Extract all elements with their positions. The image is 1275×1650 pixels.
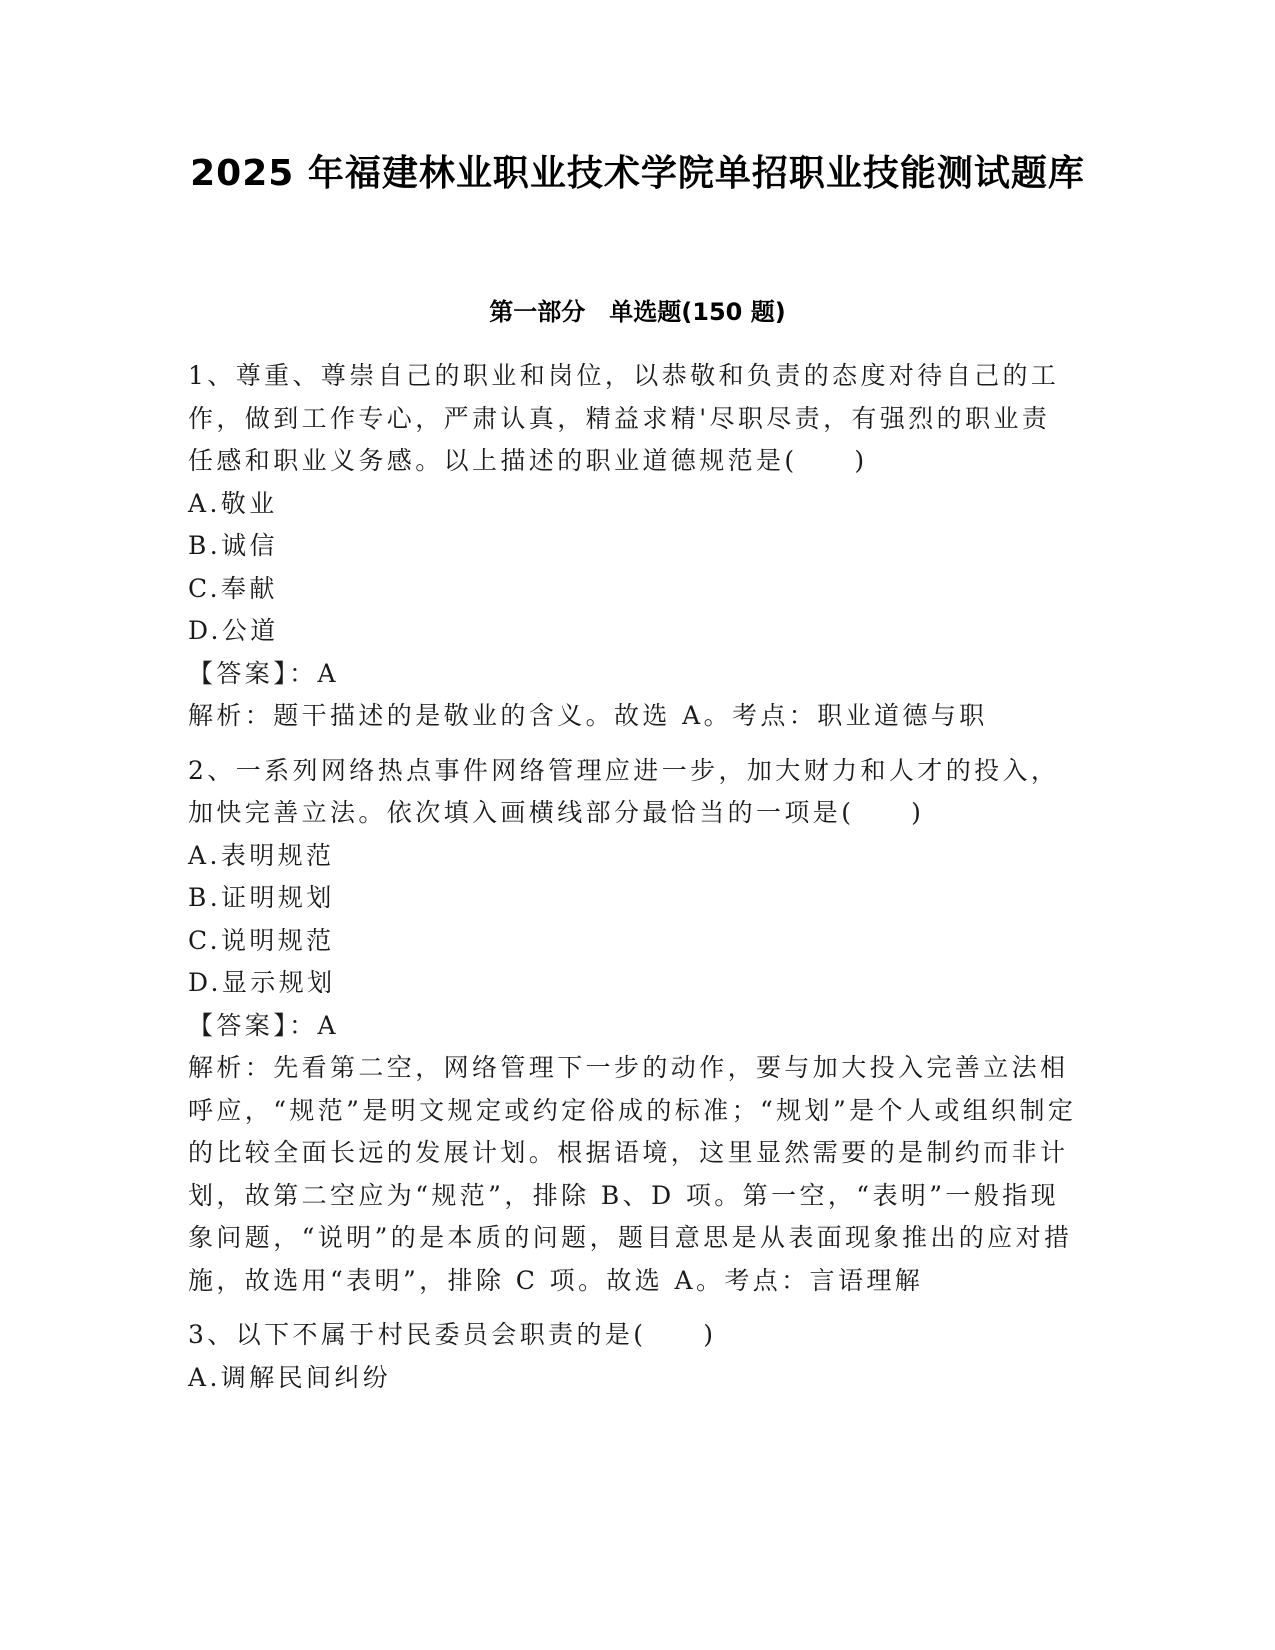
option-a: A.调解民间纠纷: [188, 1362, 392, 1392]
section-title: 第一部分 单选题(150 题): [489, 298, 786, 326]
option-c: C.奉献: [188, 573, 278, 603]
option-d: D.公道: [188, 616, 279, 645]
option-b: B.诚信: [188, 531, 278, 560]
question-stem: 3、以下不属于村民委员会职责的是( ): [188, 1320, 717, 1349]
question-2: [188, 750, 1078, 1303]
analysis: 解析：题干描述的是敬业的含义。故选 A。考点：职业道德与职: [188, 701, 988, 730]
question-stem: 1、尊重、尊崇自己的职业和岗位，以恭敬和负责的态度对待自己的工作，做到工作专心，严肃认真，精益求精'尽职尽责，有强烈的职业责任感和职业义务感。以上描述的职业道德规范是( ): [188, 361, 1060, 475]
option-d: D.显示规划: [188, 968, 336, 997]
option-a: A.敬业: [188, 488, 278, 518]
question-3: [188, 1314, 1078, 1399]
answer: 【答案】：A: [188, 658, 339, 688]
option-a: A.表明规范: [188, 840, 335, 870]
document-title: 2025 年福建林业职业技术学院单招职业技能测试题库: [190, 153, 1085, 194]
analysis: 解析：先看第二空，网络管理下一步的动作，要与加大投入完善立法相呼应，“规范”是明文规定或约定俗成的标准；“规划”是个人或组织制定的比较全面长远的发展计划。根据语境，这里显然需要的是制约而非计划，故第二空应为“规范”，排除 B、D 项。第一空，“表明”一般指现象问题，“说明”的是本质的问题，题目意思是从表面现象推出的应对措施，故选用“表明”，排除 C 项。故选 A。考点：言语理解: [188, 1053, 1077, 1295]
question-stem: 2、一系列网络热点事件网络管理应进一步，加大财力和人才的投入，加快完善立法。依次填入画横线部分最恰当的一项是( ): [188, 755, 1060, 827]
option-b: B.证明规划: [188, 883, 335, 912]
question-list: [188, 355, 1078, 1411]
option-c: C.说明规范: [188, 925, 335, 955]
answer: 【答案】：A: [188, 1010, 339, 1040]
question-1: [188, 355, 1078, 738]
